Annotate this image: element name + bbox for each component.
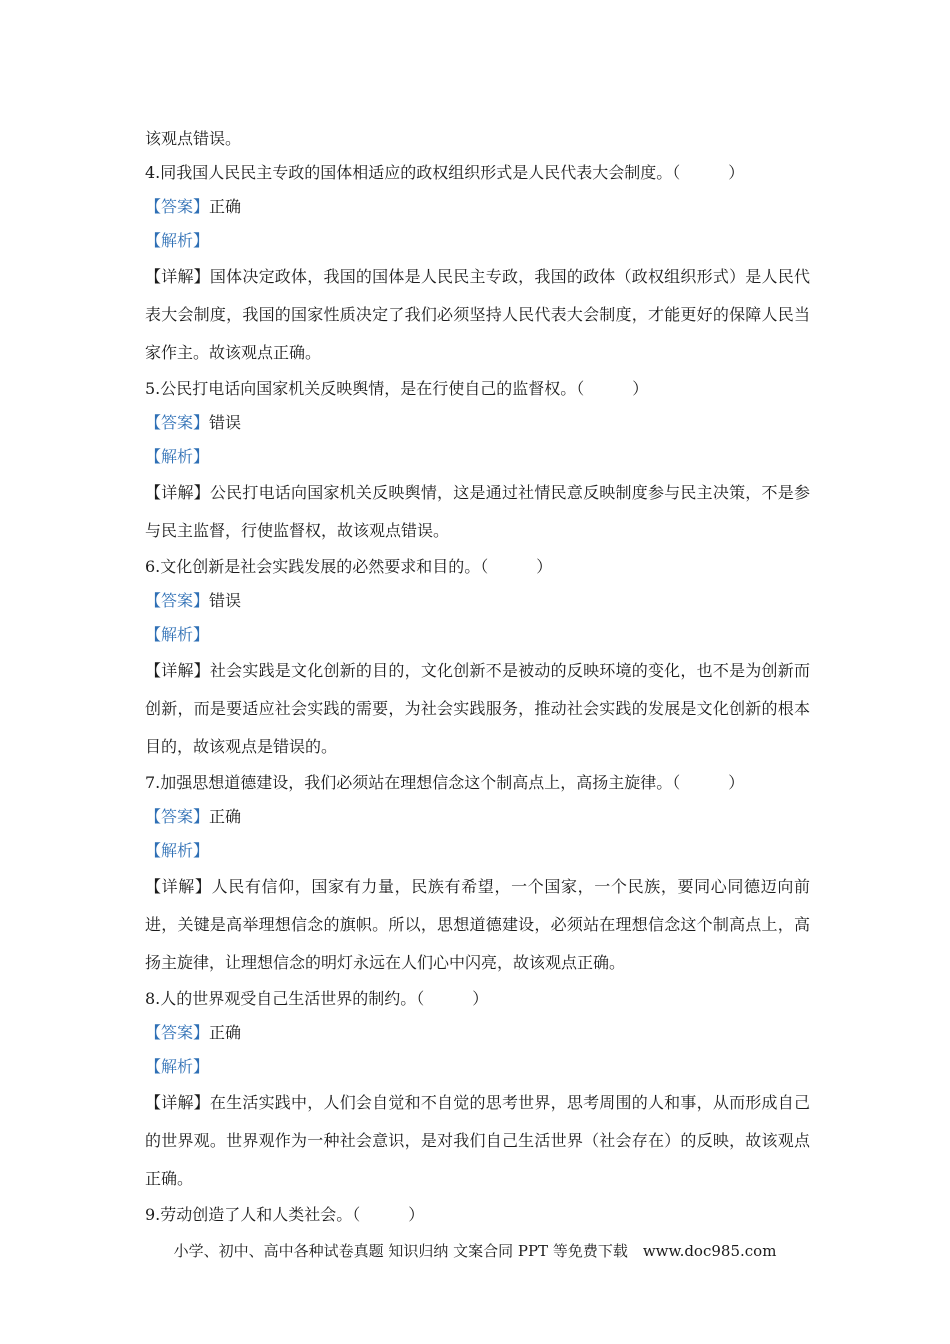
question-7-text: 7.加强思想道德建设，我们必须站在理想信念这个制高点上，高扬主旋律。（ ） xyxy=(145,773,745,792)
question-5-detail: 公民打电话向国家机关反映舆情，这是通过社情民意反映制度参与民主决策，不是参与民主监督，行使监督权，故该观点错误。 xyxy=(145,483,810,540)
answer-label: 【答案】 xyxy=(145,1023,210,1042)
question-4-answer-row xyxy=(145,190,810,224)
question-8-detail-row xyxy=(145,1084,810,1198)
question-8-answer-row xyxy=(145,1016,810,1050)
question-4-text: 4.同我国人民民主专政的国体相适应的政权组织形式是人民代表大会制度。（ ） xyxy=(145,163,745,182)
answer-label: 【答案】 xyxy=(145,591,210,610)
question-6-analysis-row xyxy=(145,618,810,652)
document-body xyxy=(145,122,810,1232)
question-5-answer: 错误 xyxy=(209,413,242,432)
answer-label: 【答案】 xyxy=(145,197,210,216)
question-4-detail: 国体决定政体，我国的国体是人民民主专政，我国的政体（政权组织形式）是人民代表大会制度，我国的国家性质决定了我们必须坚持人民代表大会制度，才能更好的保障人民当家作主。故该观点正确。 xyxy=(145,267,810,362)
question-7-detail-row xyxy=(145,868,810,982)
question-4-answer: 正确 xyxy=(209,197,242,216)
page-footer: 小学、初中、高中各种试卷真题 知识归纳 文案合同 PPT 等免费下载 www.doc985.com xyxy=(173,1242,777,1260)
question-8-text: 8.人的世界观受自己生活世界的制约。（ ） xyxy=(145,989,489,1008)
question-7-answer: 正确 xyxy=(209,807,242,826)
analysis-label: 【解析】 xyxy=(145,625,210,644)
analysis-label: 【解析】 xyxy=(145,447,210,466)
answer-label: 【答案】 xyxy=(145,807,210,826)
question-8-detail: 在生活实践中，人们会自觉和不自觉的思考世界，思考周围的人和事，从而形成自己的世界观。世界观作为一种社会意识，是对我们自己生活世界（社会存在）的反映，故该观点正确。 xyxy=(145,1093,810,1188)
question-6-answer-row xyxy=(145,584,810,618)
detail-label: 【详解】 xyxy=(145,1093,210,1112)
detail-label: 【详解】 xyxy=(145,483,210,502)
question-7-answer-row xyxy=(145,800,810,834)
detail-label: 【详解】 xyxy=(145,267,210,286)
question-6-detail-row xyxy=(145,652,810,766)
question-7-analysis-row xyxy=(145,834,810,868)
question-8-answer: 正确 xyxy=(209,1023,242,1042)
question-4-detail-row xyxy=(145,258,810,372)
question-8-analysis-row xyxy=(145,1050,810,1084)
question-9-text: 9.劳动创造了人和人类社会。（ ） xyxy=(145,1205,425,1224)
question-5-analysis-row xyxy=(145,440,810,474)
question-6-detail: 社会实践是文化创新的目的，文化创新不是被动的反映环境的变化，也不是为创新而创新，而是要适应社会实践的需要，为社会实践服务，推动社会实践的发展是文化创新的根本目的，故该观点是错误的。 xyxy=(145,661,810,756)
question-5-answer-row xyxy=(145,406,810,440)
detail-label: 【详解】 xyxy=(145,661,210,680)
answer-label: 【答案】 xyxy=(145,413,210,432)
question-5-text: 5.公民打电话向国家机关反映舆情，是在行使自己的监督权。（ ） xyxy=(145,379,649,398)
question-5-detail-row xyxy=(145,474,810,550)
question-6-text: 6.文化创新是社会实践发展的必然要求和目的。（ ） xyxy=(145,557,553,576)
analysis-label: 【解析】 xyxy=(145,231,210,250)
question-4-analysis-row xyxy=(145,224,810,258)
detail-label: 【详解】 xyxy=(145,877,212,896)
question-7-detail: 人民有信仰，国家有力量，民族有希望，一个国家，一个民族，要同心同德迈向前进，关键是高举理想信念的旗帜。所以，思想道德建设，必须站在理想信念这个制高点上，高扬主旋律，让理想信念的明灯永远在人们心中闪亮，故该观点正确。 xyxy=(145,877,810,972)
analysis-label: 【解析】 xyxy=(145,841,210,860)
analysis-label: 【解析】 xyxy=(145,1057,210,1076)
question-6-answer: 错误 xyxy=(209,591,242,610)
lead-line: 该观点错误。 xyxy=(145,129,242,148)
